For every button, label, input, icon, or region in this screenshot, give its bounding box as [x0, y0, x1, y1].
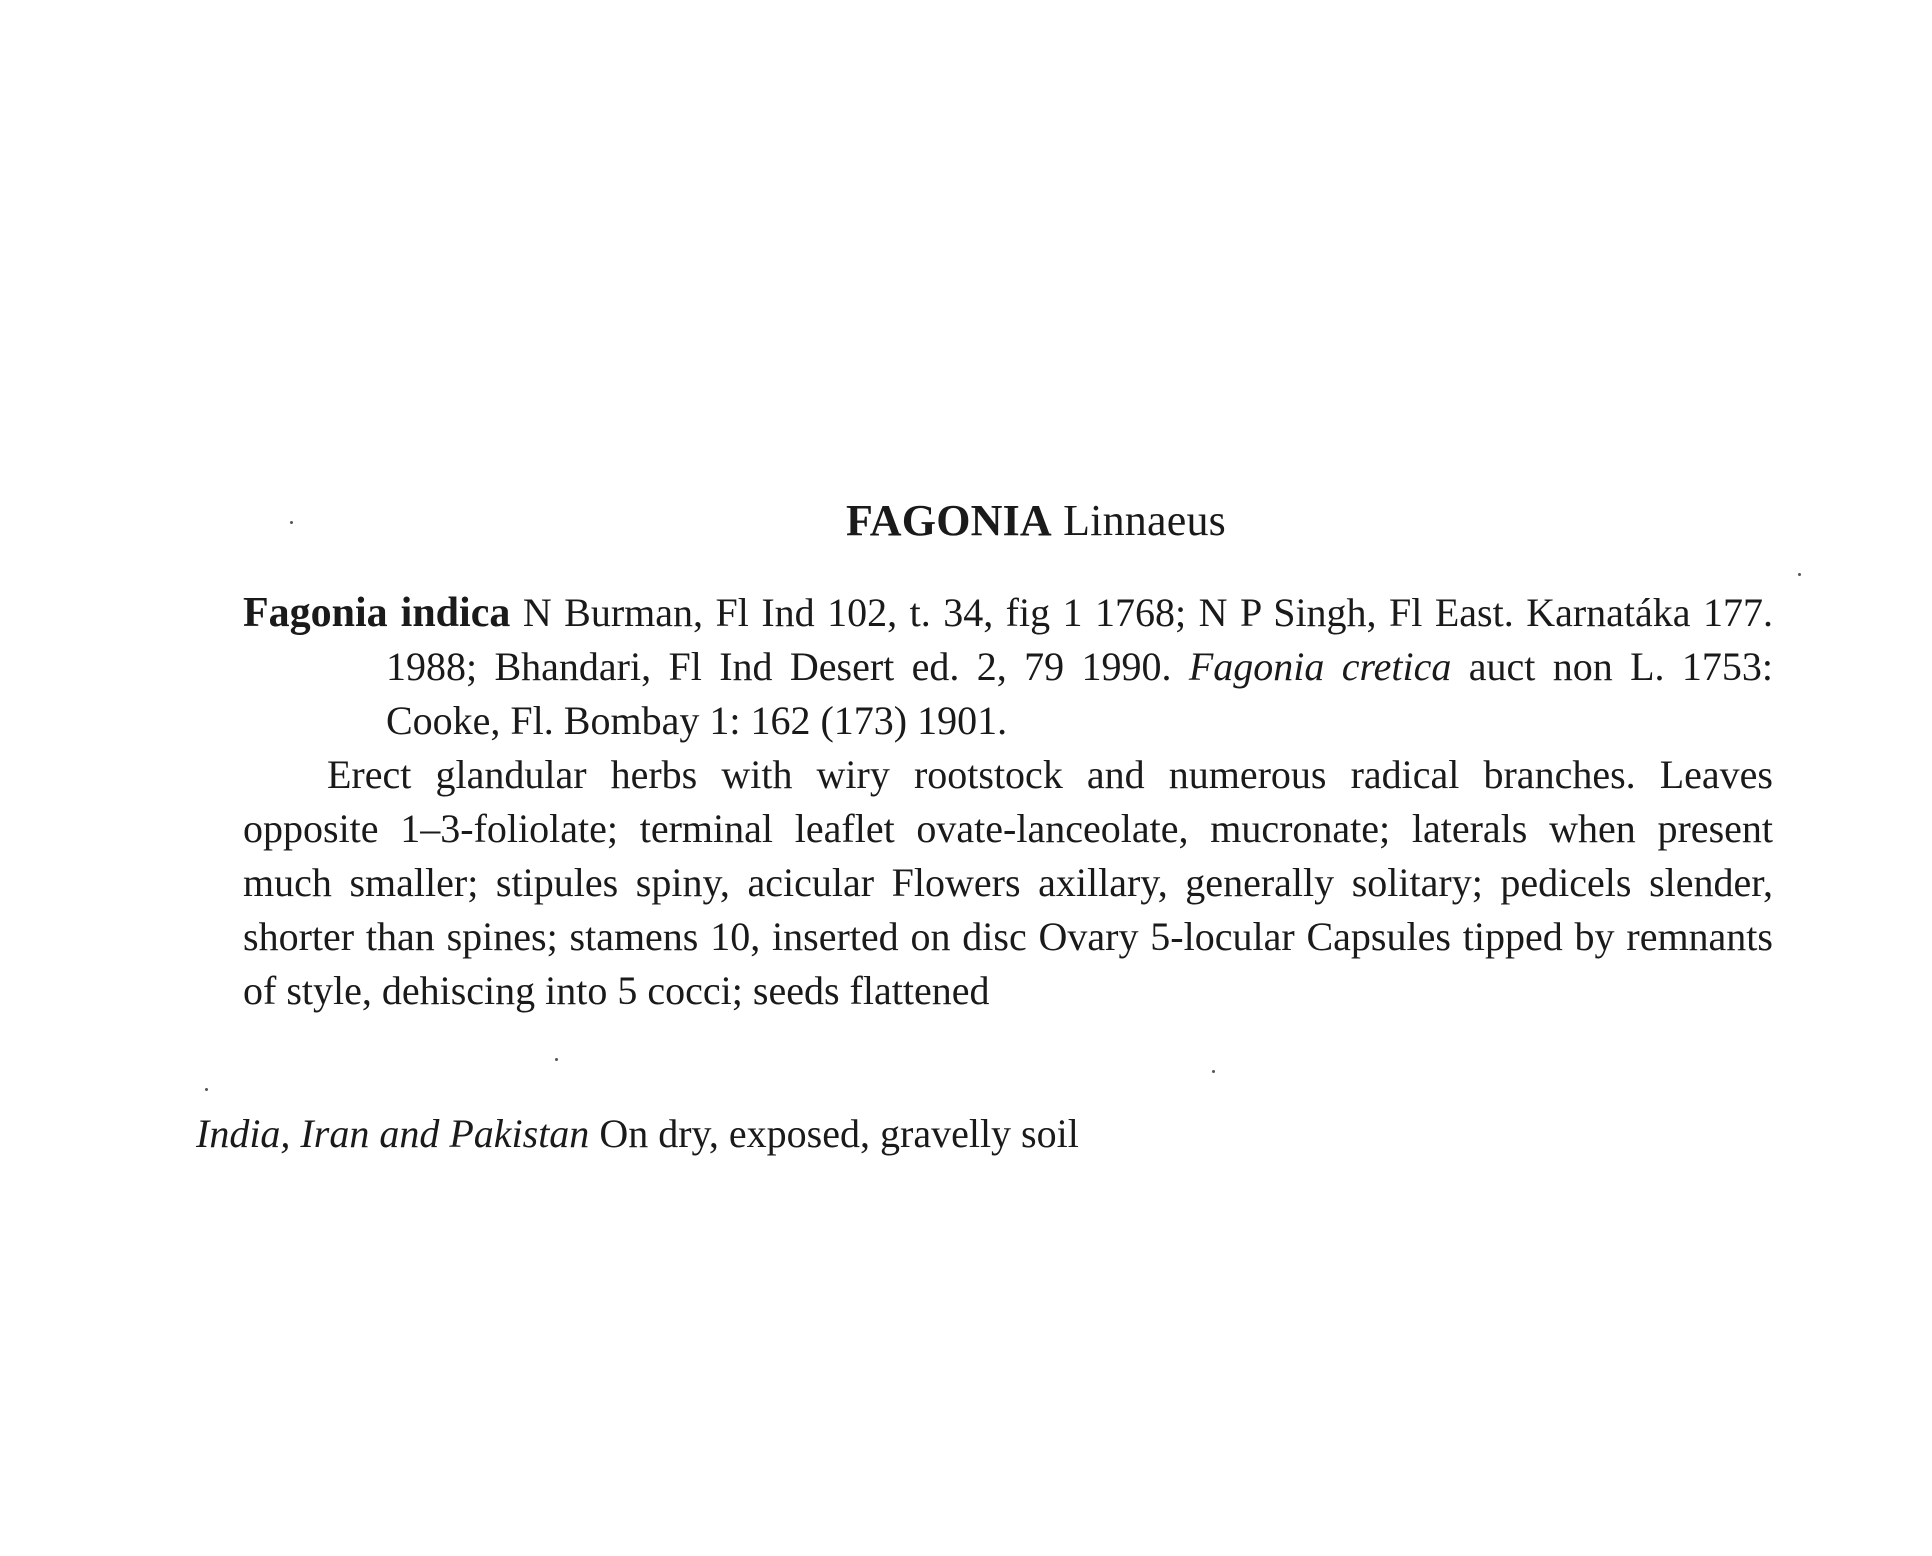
- species-name: Fagonia indica: [243, 590, 511, 636]
- citation-text-part1: N Burman, Fl Ind 102, t. 34, fig 1 1768; N P Singh, Fl East. Karnatáka 177. 1988; Bhandari, Fl Ind Desert ed. 2, 79 1990.: [386, 590, 1773, 689]
- genus-authority: Linnaeus: [1063, 496, 1226, 545]
- scan-speck: [1798, 573, 1801, 576]
- scan-speck: [290, 521, 293, 524]
- scan-speck: [205, 1088, 208, 1091]
- genus-name: FAGONIA: [845, 496, 1052, 545]
- distribution-line: [196, 1107, 1696, 1161]
- distribution-region: India, Iran and Pakistan: [196, 1111, 590, 1156]
- scan-speck: [555, 1058, 558, 1061]
- species-citation: [243, 586, 1773, 748]
- synonym-species: cretica: [1341, 644, 1452, 689]
- species-description: Erect glandular herbs with wiry rootstock and numerous radical branches. Leaves opposite 1–3-foliolate; terminal leaflet ovate-lanceolate, mucronate; laterals when present much smaller; stipules spiny, acicular Flowers axillary, generally solitary; pedicels slender, shorter than spines; stamens 10, inserted on disc Ovary 5-locular Capsules tipped by remnants of style, dehiscing into 5 cocci; seeds flattened: [243, 752, 1773, 1013]
- distribution-habitat: On dry, exposed, gravelly soil: [599, 1111, 1079, 1156]
- citation-text-part2: auct non L. 1753: Cooke, Fl. Bombay 1: 162 (173) 1901.: [386, 644, 1774, 743]
- species-entry: [243, 586, 1773, 1018]
- synonym-genus: Fagonia: [1188, 644, 1325, 689]
- scan-speck: [1212, 1070, 1215, 1073]
